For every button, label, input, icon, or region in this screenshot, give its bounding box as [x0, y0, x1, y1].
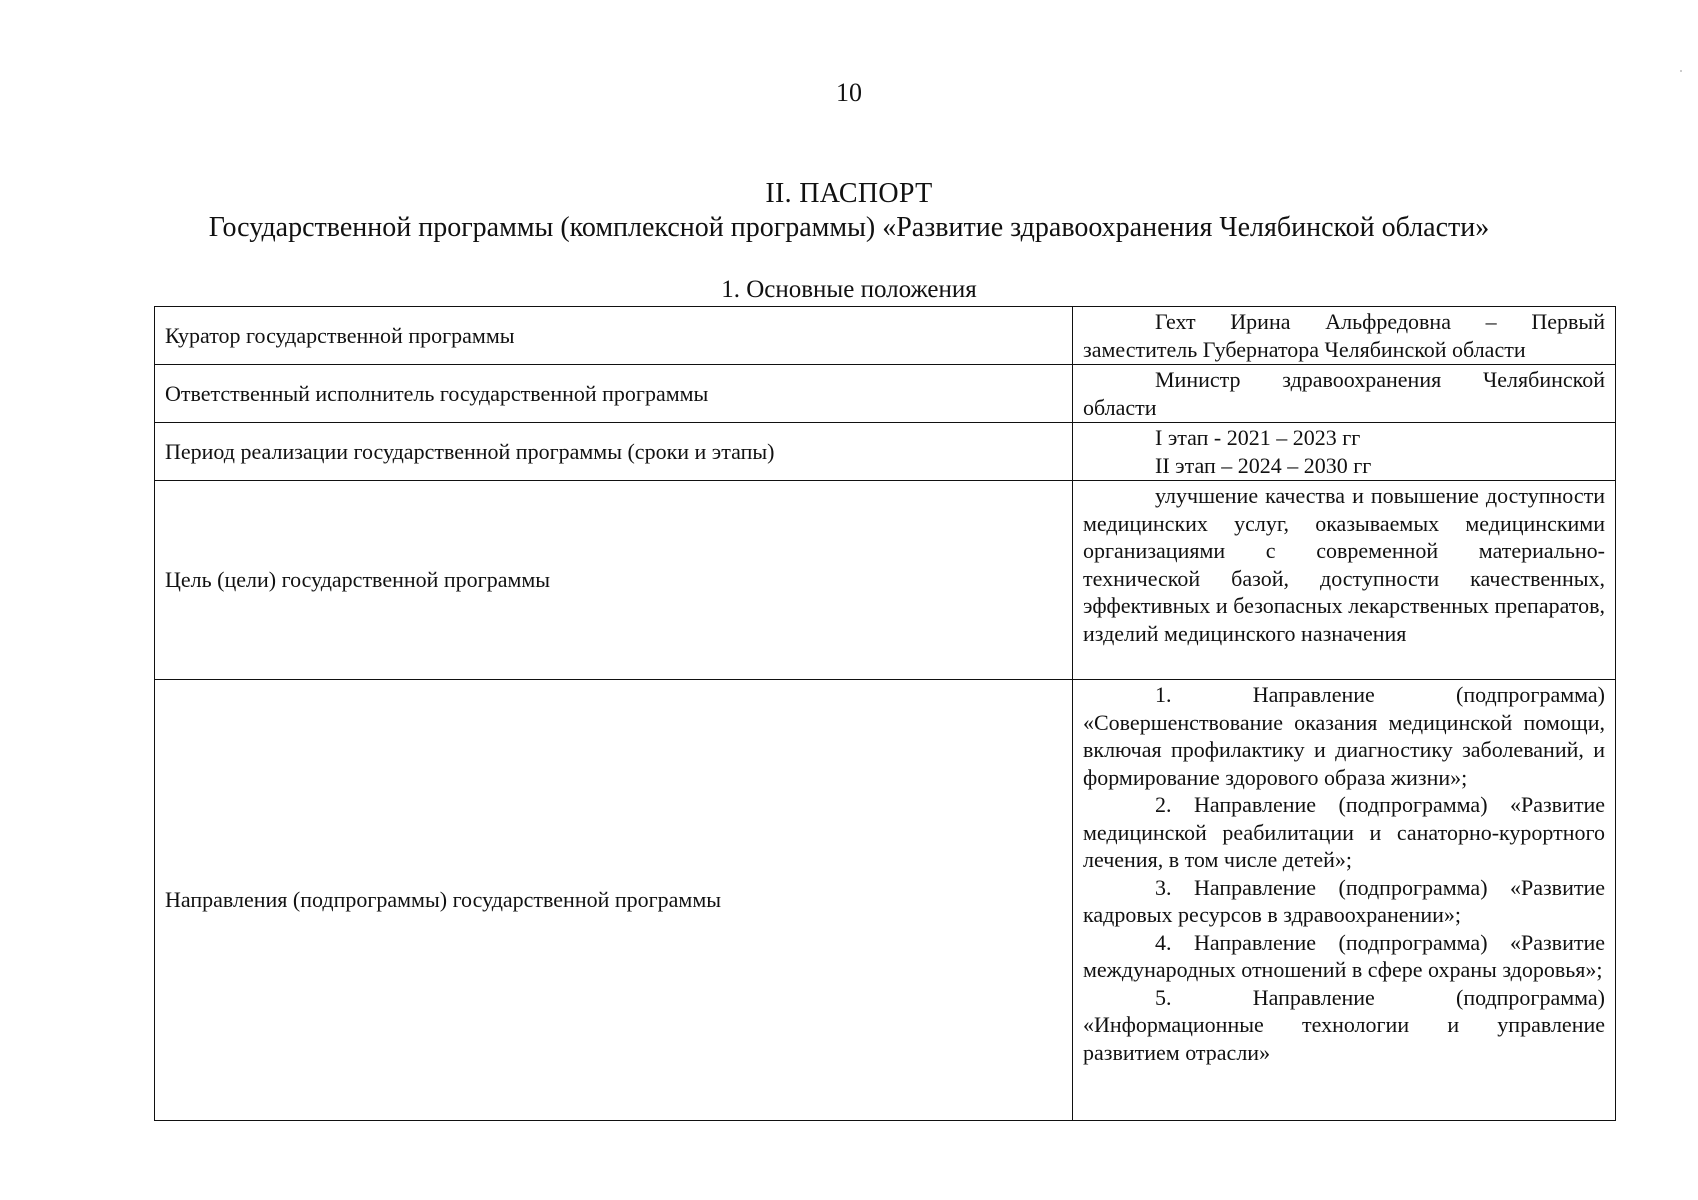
direction-item-5: 5. Направление (подпрограмма) «Информационные технологии и управление развитием отрасли»	[1083, 984, 1605, 1065]
direction-item-3: 3. Направление (подпрограмма) «Развитие кадровых ресурсов в здравоохранении»;	[1083, 874, 1605, 927]
passport-table	[154, 306, 1616, 1121]
curator-value-text: Гехт Ирина Альфредовна – Первый заместитель Губернатора Челябинской области	[1083, 309, 1605, 362]
table-row-directions	[155, 680, 1616, 1121]
goal-value	[1073, 481, 1616, 680]
curator-value	[1073, 307, 1616, 365]
directions-label: Направления (подпрограммы) государственной программы	[155, 680, 1073, 1121]
scan-speck	[1680, 70, 1682, 72]
executor-value	[1073, 365, 1616, 423]
curator-label: Куратор государственной программы	[155, 307, 1073, 365]
section-heading: II. ПАСПОРТ	[765, 178, 933, 209]
goal-label: Цель (цели) государственной программы	[155, 481, 1073, 680]
goal-value-text: улучшение качества и повышение доступности медицинских услуг, оказываемых медицинскими организациями с современной материально-технической базой, доступности качественных, эффективных и безопасных лекарственных препаратов, изделий медицинского назначения	[1083, 483, 1605, 646]
table-caption-text: 1. Основные положения	[721, 276, 977, 303]
executor-label: Ответственный исполнитель государственной программы	[155, 365, 1073, 423]
table-row-executor	[155, 365, 1616, 423]
table-row-goal	[155, 481, 1616, 680]
executor-value-text: Министр здравоохранения Челябинской области	[1083, 367, 1605, 420]
program-title: Государственной программы (комплексной программы) «Развитие здравоохранения Челябинской области»	[208, 212, 1490, 243]
period-label: Период реализации государственной программы (сроки и этапы)	[155, 423, 1073, 481]
table-row-curator	[155, 307, 1616, 365]
period-stage-2: II этап – 2024 – 2030 гг	[1155, 452, 1372, 478]
direction-item-1: 1. Направление (подпрограмма) «Совершенствование оказания медицинской помощи, включая профилактику и диагностику заболеваний, и формирование здорового образа жизни»;	[1083, 682, 1605, 790]
period-value	[1073, 423, 1616, 481]
direction-item-2: 2. Направление (подпрограмма) «Развитие медицинской реабилитации и санаторно-курортного лечения, в том числе детей»;	[1083, 792, 1605, 872]
direction-item-4: 4. Направление (подпрограмма) «Развитие международных отношений в сфере охраны здоровья»;	[1083, 929, 1605, 982]
page-number: 10	[836, 78, 862, 107]
table-caption	[0, 276, 1698, 304]
directions-value	[1073, 680, 1616, 1121]
period-stage-1: I этап - 2021 – 2023 гг	[1155, 425, 1361, 450]
table-row-period	[155, 423, 1616, 481]
